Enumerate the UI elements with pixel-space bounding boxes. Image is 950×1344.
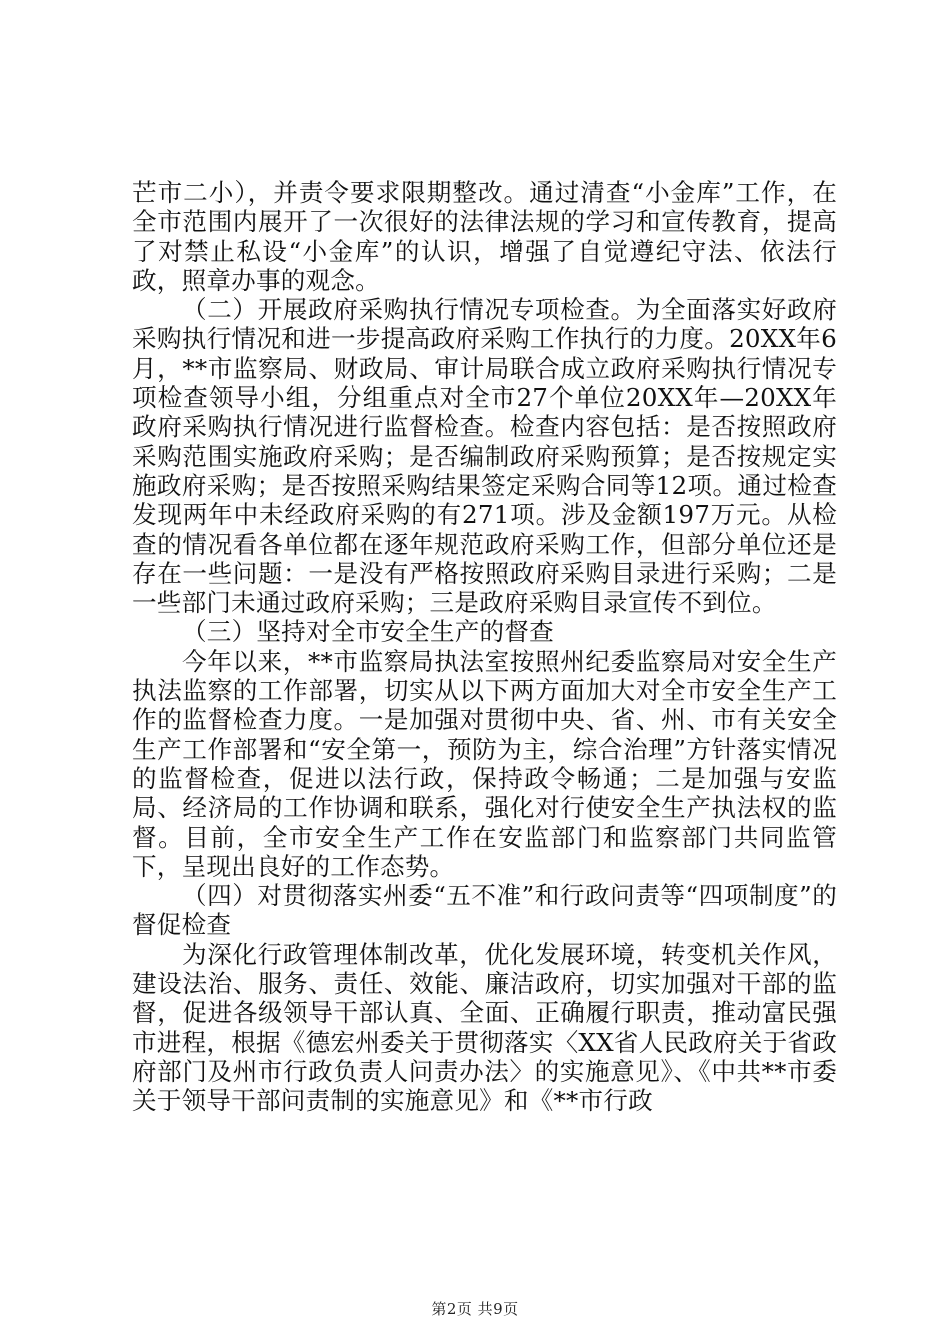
paragraph-administrative-reform: 为深化行政管理体制改革，优化发展环境，转变机关作风，建设法治、服务、责任、效能、廉洁政府，切实加强对干部的监督，促进各级领导干部认真、全面、正确履行职责，推动富民强市进程，根据《德宏州委关于贯彻落实〈XX省人民政府关于省政府部门及州市行政负责人问责办法〉的实施意见》、《中共**市委关于领导干部问责制的实施意见》和《**市行政 [132,939,837,1116]
paragraph-procurement-inspection: （二）开展政府采购执行情况专项检查。为全面落实好政府采购执行情况和进一步提高政府采购工作执行的力度。20XX年6月，**市监察局、财政局、审计局联合成立政府采购执行情况专项检查领导小组，分组重点对全市27个单位20XX年—20XX年政府采购执行情况进行监督检查。检查内容包括：是否按照政府采购范围实施政府采购；是否编制政府采购预算；是否按规定实施政府采购；是否按照采购结果签定采购合同等12项。通过检查发现两年中未经政府采购的有271项。涉及金额197万元。从检查的情况看各单位都在逐年规范政府采购工作，但部分单位还是存在一些问题：一是没有严格按照政府采购目录进行采购；二是一些部门未通过政府采购；三是政府采购目录宣传不到位。 [132,295,837,618]
document-body [132,178,837,1116]
section-heading-safety-supervision: （三）坚持对全市安全生产的督查 [182,617,554,647]
paragraph-continuation: 芒市二小），并责令要求限期整改。通过清查“小金库”工作，在全市范围内展开了一次很好的法律法规的学习和宣传教育，提高了对禁止私设“小金库”的认识，增强了自觉遵纪守法、依法行政，照章办事的观念。 [132,178,837,295]
paragraph-safety-supervision: 今年以来，**市监察局执法室按照州纪委监察局对安全生产执法监察的工作部署，切实从以下两方面加大对全市安全生产工作的监督检查力度。一是加强对贯彻中央、省、州、市有关安全生产工作部署和“安全第一，预防为主，综合治理”方针落实情况的监督检查，促进以法行政，保持政令畅通；二是加强与安监局、经济局的工作协调和联系，强化对行使安全生产执法权的监督。目前，全市安全生产工作在安监部门和监察部门共同监管下，呈现出良好的工作态势。 [132,646,837,881]
section-heading-four-systems: （四）对贯彻落实州委“五不准”和行政问责等“四项制度”的督促检查 [132,881,837,940]
page-footer: 第2页 共9页 [431,1300,519,1318]
